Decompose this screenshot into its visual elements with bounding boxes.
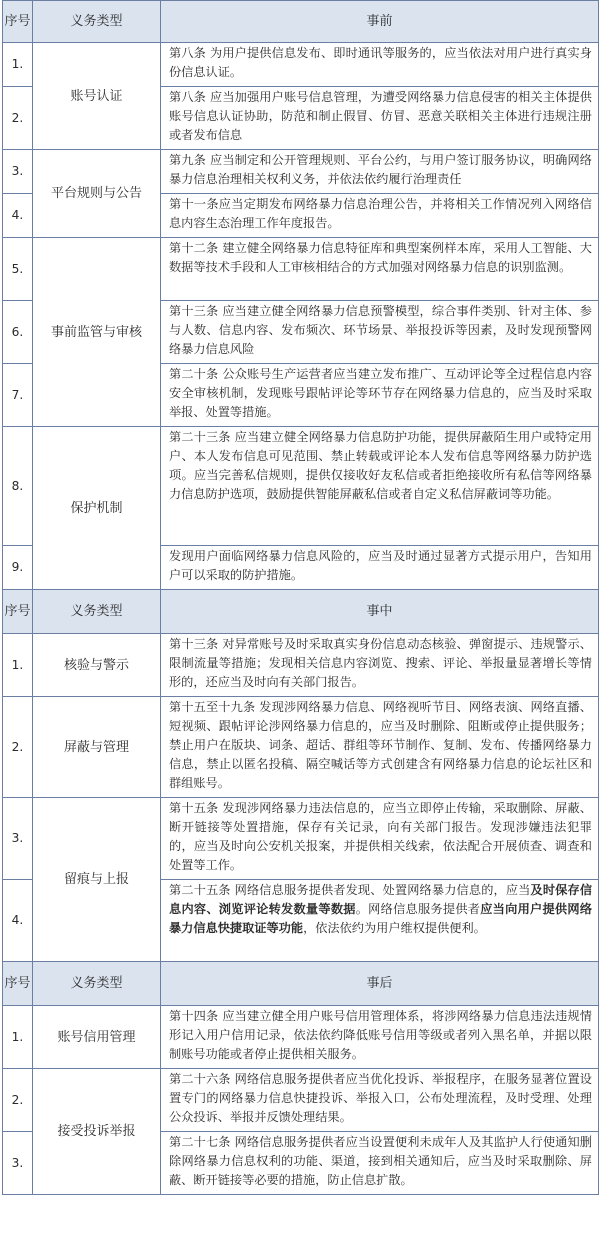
header-row-before [3, 1, 599, 43]
text-segment: 。网络信息服务提供者 [355, 902, 481, 916]
header-row-during [3, 590, 599, 634]
row-number: 2. [3, 1069, 33, 1132]
text-segment: 第二十五条 网络信息服务提供者发现、处置网络暴力信息的，应当 [169, 883, 531, 897]
obligation-text: 第十四条 应当建立健全用户账号信用管理体系，将涉网络暴力信息违法违规情形记入用户信用记录，依法依约降低账号信用等级或者列入黑名单，并据以限制账号功能或者停止提供相关服务。 [161, 1006, 599, 1069]
obligation-text: 第二十条 公众账号生产运营者应当建立发布推广、互动评论等全过程信息内容安全审核机制，发现账号跟帖评论等环节存在网络暴力信息的，应当及时采取举报、处置等措施。 [161, 364, 599, 427]
header-num: 序号 [3, 590, 33, 634]
obligation-text: 第十五至十九条 发现涉网络暴力信息、网络视听节目、网络表演、网络直播、短视频、跟帖评论涉网络暴力信息的，应当及时删除、阻断或停止提供服务；禁止用户在版块、词条、超话、群组等环节制作、复制、发布、传播网络暴力信息，禁止以匿名投稿、隔空喊话等方式创建含有网络暴力信息的论坛社区和群组账号。 [161, 697, 599, 798]
header-type: 义务类型 [33, 962, 161, 1006]
table-row [3, 427, 599, 546]
row-number: 9. [3, 546, 33, 590]
table-row [3, 634, 599, 697]
obligation-text: 第九条 应当制定和公开管理规则、平台公约，与用户签订服务协议，明确网络暴力信息治理相关权利义务，并依法依约履行治理责任 [161, 150, 599, 194]
header-phase-before: 事前 [161, 1, 599, 43]
table-row [3, 238, 599, 301]
table-row [3, 697, 599, 798]
obligation-type: 屏蔽与管理 [33, 697, 161, 798]
obligation-type: 账号认证 [33, 43, 161, 150]
obligation-type: 保护机制 [33, 427, 161, 590]
row-number: 3. [3, 798, 33, 880]
row-number: 8. [3, 427, 33, 546]
obligation-type: 留痕与上报 [33, 798, 161, 962]
obligation-type: 账号信用管理 [33, 1006, 161, 1069]
obligations-table [2, 0, 599, 1195]
row-number: 1. [3, 634, 33, 697]
header-num: 序号 [3, 1, 33, 43]
row-number: 1. [3, 1006, 33, 1069]
row-number: 7. [3, 364, 33, 427]
row-number: 5. [3, 238, 33, 301]
obligation-type: 接受投诉举报 [33, 1069, 161, 1195]
obligation-text: 第二十六条 网络信息服务提供者应当优化投诉、举报程序，在服务显著位置设置专门的网络暴力信息快捷投诉、举报入口，公布处理流程，及时受理、处理公众投诉、举报并反馈处理结果。 [161, 1069, 599, 1132]
obligation-text: 第十三条 对异常账号及时采取真实身份信息动态核验、弹窗提示、违规警示、限制流量等措施；发现相关信息内容浏览、搜索、评论、举报量显著增长等情形的，还应当及时向有关部门报告。 [161, 634, 599, 697]
table-row [3, 798, 599, 880]
table-row [3, 1069, 599, 1132]
header-phase-during: 事中 [161, 590, 599, 634]
obligation-text [161, 880, 599, 962]
row-number: 1. [3, 43, 33, 87]
obligation-text: 第二十七条 网络信息服务提供者应当设置便利未成年人及其监护人行使通知删除网络暴力信息权利的功能、渠道，接到相关通知后，应当及时采取删除、屏蔽、断开链接等必要的措施，防止信息扩散。 [161, 1132, 599, 1195]
obligation-text: 第十一条应当定期发布网络暴力信息治理公告，并将相关工作情况列入网络信息内容生态治理工作年度报告。 [161, 194, 599, 238]
row-number: 4. [3, 880, 33, 962]
row-number: 6. [3, 301, 33, 364]
header-type: 义务类型 [33, 1, 161, 43]
obligation-text: 第十二条 建立健全网络暴力信息特征库和典型案例样本库，采用人工智能、大数据等技术手段和人工审核相结合的方式加强对网络暴力信息的识别监测。 [161, 238, 599, 301]
header-row-after [3, 962, 599, 1006]
obligation-text: 第十三条 应当建立健全网络暴力信息预警模型，综合事件类别、针对主体、参与人数、信息内容、发布频次、环节场景、举报投诉等因素，及时发现预警网络暴力信息风险 [161, 301, 599, 364]
bold-text-segment: 及时保存信息内容、浏览评论转发数量等数据 [169, 883, 593, 916]
obligation-text: 发现用户面临网络暴力信息风险的，应当及时通过显著方式提示用户，告知用户可以采取的防护措施。 [161, 546, 599, 590]
obligation-type: 核验与警示 [33, 634, 161, 697]
text-segment: ，依法依约为用户维权提供便利。 [303, 921, 486, 935]
obligation-text: 第八条 应当加强用户账号信息管理，为遭受网络暴力信息侵害的相关主体提供账号信息认证协助，防范和制止假冒、仿冒、恶意关联相关主体进行违规注册或者发布信息 [161, 87, 599, 150]
obligation-text: 第八条 为用户提供信息发布、即时通讯等服务的，应当依法对用户进行真实身份信息认证。 [161, 43, 599, 87]
obligation-text: 第十五条 发现涉网络暴力违法信息的，应当立即停止传输，采取删除、屏蔽、断开链接等处置措施，保存有关记录，向有关部门报告。发现涉嫌违法犯罪的，应当及时向公安机关报案，并提供相关线索，依法配合开展侦查、调查和处置等工作。 [161, 798, 599, 880]
header-phase-after: 事后 [161, 962, 599, 1006]
bold-text-segment: 应当向用户提供网络暴力信息快捷取证等功能 [169, 902, 593, 935]
obligation-type: 平台规则与公告 [33, 150, 161, 238]
row-number: 2. [3, 87, 33, 150]
obligation-type: 事前监管与审核 [33, 238, 161, 427]
table-row [3, 1006, 599, 1069]
row-number: 3. [3, 150, 33, 194]
row-number: 4. [3, 194, 33, 238]
table-row [3, 43, 599, 87]
row-number: 2. [3, 697, 33, 798]
table-row [3, 150, 599, 194]
header-type: 义务类型 [33, 590, 161, 634]
row-number: 3. [3, 1132, 33, 1195]
obligation-text: 第二十三条 应当建立健全网络暴力信息防护功能，提供屏蔽陌生用户或特定用户、本人发布信息可见范围、禁止转载或评论本人发布信息等网络暴力防护选项。应当完善私信规则，提供仅接收好友私信或者拒绝接收所有私信等网络暴力信息防护选项，鼓励提供智能屏蔽私信或者自定义私信屏蔽词等功能。 [161, 427, 599, 546]
header-num: 序号 [3, 962, 33, 1006]
